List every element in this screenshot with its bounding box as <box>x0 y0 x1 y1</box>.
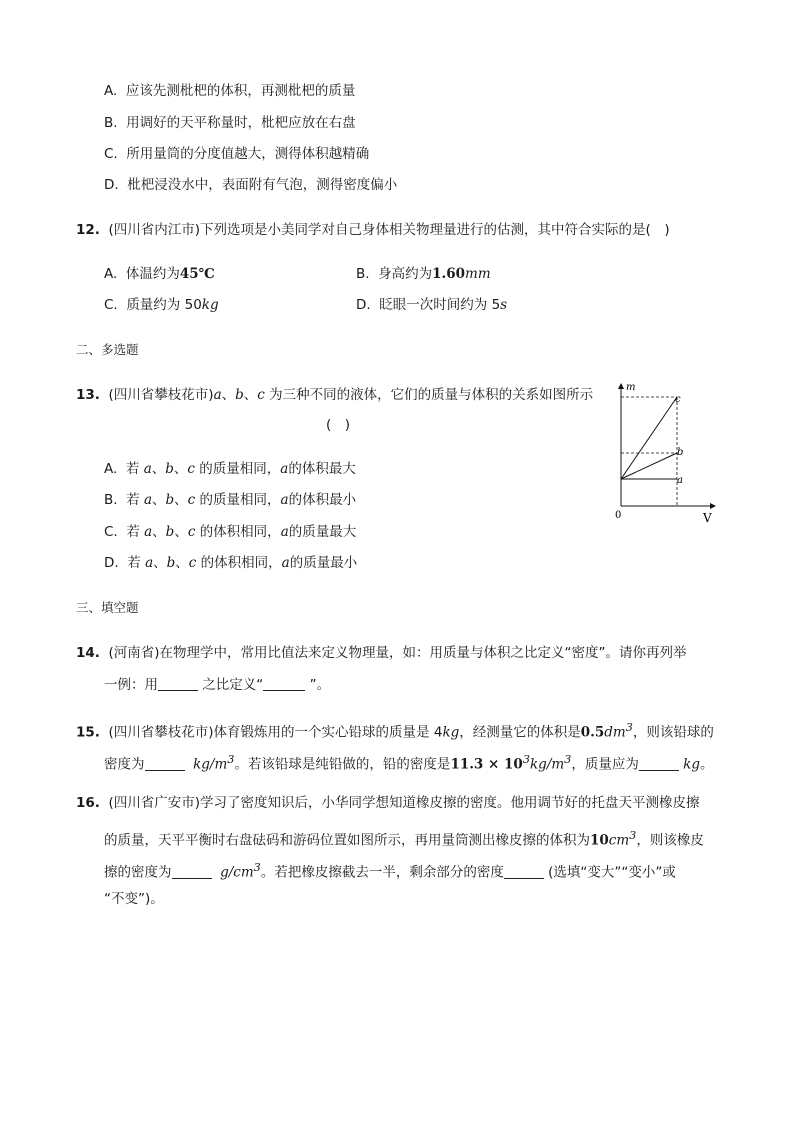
var-a: a <box>144 524 153 540</box>
question-text: (四川省内江市)下列选项是小美同学对自己身体相关物理量进行的估测，其中符合实际的是( ) <box>108 222 670 238</box>
q12-option-a <box>104 264 215 284</box>
line-label-a: a <box>677 475 683 486</box>
q14-line2 <box>104 675 330 695</box>
question-source: (四川省攀枝花市) <box>108 387 214 403</box>
option-text: 枇杷浸没水中，表面附有气泡，测得密度偏小 <box>127 177 398 193</box>
q16-line1 <box>76 793 700 813</box>
volume-unit: dm <box>604 724 626 741</box>
var-a: a <box>145 555 154 571</box>
answer-blank[interactable] <box>158 676 198 691</box>
option-text: 用调好的天平称量时，枇杷应放在右盘 <box>126 115 356 131</box>
var-b: b <box>165 492 175 508</box>
question-text: 为三种不同的液体，它们的质量与体积的关系如图所示 <box>269 387 594 403</box>
answer-blank[interactable] <box>504 864 544 879</box>
var-a: a <box>213 387 222 403</box>
option-label: B. <box>356 266 370 282</box>
question-text: 之比定义“ <box>202 677 264 693</box>
answer-blank[interactable] <box>172 864 212 879</box>
question-number: 13. <box>76 387 100 403</box>
separator: 、 <box>174 492 188 508</box>
question-number: 15. <box>76 724 100 741</box>
q13-stem <box>76 385 593 405</box>
separator: 、 <box>175 555 189 571</box>
y-axis-label: m <box>626 382 636 393</box>
separator: 、 <box>173 461 188 477</box>
question-text: 密度为 <box>104 756 145 773</box>
answer-blank[interactable] <box>145 756 185 771</box>
q11-option-b <box>104 113 356 133</box>
separator: 、 <box>153 555 167 571</box>
var-a: a <box>280 524 289 540</box>
question-text: 。 <box>699 756 714 773</box>
option-value: 50 <box>184 297 202 313</box>
q16-line4: “不变”)。 <box>104 891 164 907</box>
option-text: 身高约为 <box>378 266 433 282</box>
question-text: (选填“变大”“变小”或 <box>548 864 676 881</box>
question-text: ，则该橡皮 <box>636 832 704 849</box>
mass-unit: kg <box>442 724 460 741</box>
var-a: a <box>143 461 152 477</box>
question-text: 。若该铅球是纯铅做的，铅的密度是 <box>234 756 451 773</box>
option-text: 的体积相同， <box>199 524 281 540</box>
var-b: b <box>235 387 244 403</box>
option-text: 所用量筒的分度值越大，测得体积越精确 <box>126 146 370 162</box>
mass-value: 4 <box>433 724 443 741</box>
question-text: 。若把橡皮擦截去一半，剩余部分的密度 <box>260 864 504 881</box>
option-text: 若 <box>126 524 140 540</box>
q11-option-a <box>104 81 355 101</box>
q11-option-d <box>104 175 397 195</box>
var-b: b <box>166 555 176 571</box>
mass-unit: kg <box>683 756 700 773</box>
q11-option-c <box>104 144 369 164</box>
option-label: A. <box>104 461 118 477</box>
option-unit: mm <box>465 266 491 282</box>
q16-line3 <box>104 858 676 883</box>
origin-label: 0 <box>615 510 622 521</box>
q12-option-d <box>356 295 507 315</box>
option-label: D. <box>104 177 119 193</box>
volume-value: 10 <box>590 832 609 849</box>
line-label-c: c <box>675 394 681 405</box>
question-text: 的质量，天平平衡时右盘砝码和游码位置如图所示，再用量筒测出橡皮擦的体积为 <box>104 832 590 849</box>
superscript: 3 <box>625 721 633 734</box>
q15-line1 <box>76 718 714 743</box>
question-text: 擦的密度为 <box>104 864 172 881</box>
var-b: b <box>165 524 175 540</box>
var-c: c <box>257 387 265 403</box>
question-number: 12. <box>76 222 100 238</box>
q13-answer-paren: ( ) <box>326 417 351 433</box>
separator: 、 <box>151 461 166 477</box>
section-heading-fill-blank: 三、填空题 <box>76 600 139 615</box>
separator: 、 <box>221 387 236 403</box>
option-text: 的体积最小 <box>288 492 357 508</box>
option-label: C. <box>104 146 118 162</box>
option-text: 眨眼一次时间约为 <box>379 297 488 313</box>
question-number: 16. <box>76 795 100 811</box>
separator: 、 <box>152 492 166 508</box>
line-label-b: b <box>677 447 684 458</box>
q13-option-d <box>104 553 357 573</box>
option-text: 体温约为 <box>125 266 180 282</box>
question-text: (四川省广安市)学习了密度知识后，小华同学想知道橡皮擦的密度。他用调节好的托盘天平测橡皮擦 <box>108 795 700 811</box>
var-a: a <box>143 492 153 508</box>
question-text: ，质量应为 <box>571 756 639 773</box>
option-text: 的质量最小 <box>289 555 358 571</box>
superscript: 3 <box>629 829 637 842</box>
option-text: 的质量相同， <box>199 492 281 508</box>
option-label: B. <box>104 115 118 131</box>
option-value: 5 <box>491 297 501 313</box>
superscript: 3 <box>522 753 530 766</box>
option-text: 的体积最大 <box>288 461 356 477</box>
volume-unit: cm <box>608 832 630 849</box>
var-c: c <box>188 555 197 571</box>
lead-density-unit: kg/m <box>530 756 565 773</box>
var-a: a <box>281 555 290 571</box>
q13-option-a <box>104 459 356 479</box>
option-text: 若 <box>127 555 141 571</box>
line-c <box>621 397 677 479</box>
var-b: b <box>165 461 174 477</box>
option-label: C. <box>104 297 118 313</box>
q13-option-b <box>104 490 356 510</box>
var-a: a <box>280 492 289 508</box>
option-text: 的质量相同， <box>199 461 281 477</box>
volume-value: 0.5 <box>580 724 605 741</box>
question-text: ”。 <box>309 677 331 693</box>
option-unit: kg <box>201 297 219 313</box>
var-c: c <box>187 492 196 508</box>
q12-option-c <box>104 295 219 315</box>
q14-line1 <box>76 643 687 663</box>
superscript: 3 <box>253 861 261 874</box>
option-text: 若 <box>126 492 140 508</box>
option-text: 质量约为 <box>126 297 181 313</box>
option-text: 的体积相同， <box>200 555 282 571</box>
section-heading-multi-choice: 二、多选题 <box>76 342 139 357</box>
q16-line2 <box>104 826 704 851</box>
q13-option-c <box>104 522 356 542</box>
option-label: D. <box>356 297 371 313</box>
superscript: 3 <box>564 753 572 766</box>
separator: 、 <box>152 524 166 540</box>
option-value: 1.60 <box>432 266 466 282</box>
option-value: 45℃ <box>179 266 215 282</box>
option-text: 若 <box>125 461 140 477</box>
option-text: 的质量最大 <box>288 524 357 540</box>
option-label: A. <box>104 83 118 99</box>
lead-density-value: 11.3 × 10 <box>450 756 523 773</box>
x-axis-label: V <box>703 511 712 525</box>
option-label: D. <box>104 555 119 571</box>
density-unit: g/cm <box>220 864 254 881</box>
question-text: (四川省攀枝花市)体育锻炼用的一个实心铅球的质量是 <box>108 724 430 741</box>
separator: 、 <box>243 387 258 403</box>
question-text: 一例：用 <box>104 677 158 693</box>
q15-line2 <box>104 750 713 775</box>
var-c: c <box>187 524 196 540</box>
option-label: C. <box>104 524 118 540</box>
q12-option-b <box>356 264 491 284</box>
question-text: ，经测量它的体积是 <box>459 724 581 741</box>
option-text: 应该先测枇杷的体积，再测枇杷的质量 <box>125 83 356 99</box>
separator: 、 <box>174 524 188 540</box>
question-number: 14. <box>76 645 100 661</box>
superscript: 3 <box>227 753 235 766</box>
question-text: (河南省)在物理学中，常用比值法来定义物理量，如：用质量与体积之比定义“密度”。请你再列举 <box>108 645 687 661</box>
mass-volume-graph <box>605 376 725 526</box>
q12-stem <box>76 220 670 240</box>
option-unit: s <box>500 297 508 313</box>
answer-blank[interactable] <box>263 676 305 691</box>
question-text: ，则该铅球的 <box>632 724 714 741</box>
option-label: B. <box>104 492 118 508</box>
var-a: a <box>280 461 289 477</box>
answer-blank[interactable] <box>639 756 679 771</box>
density-unit: kg/m <box>193 756 228 773</box>
var-c: c <box>187 461 195 477</box>
option-label: A. <box>104 266 118 282</box>
